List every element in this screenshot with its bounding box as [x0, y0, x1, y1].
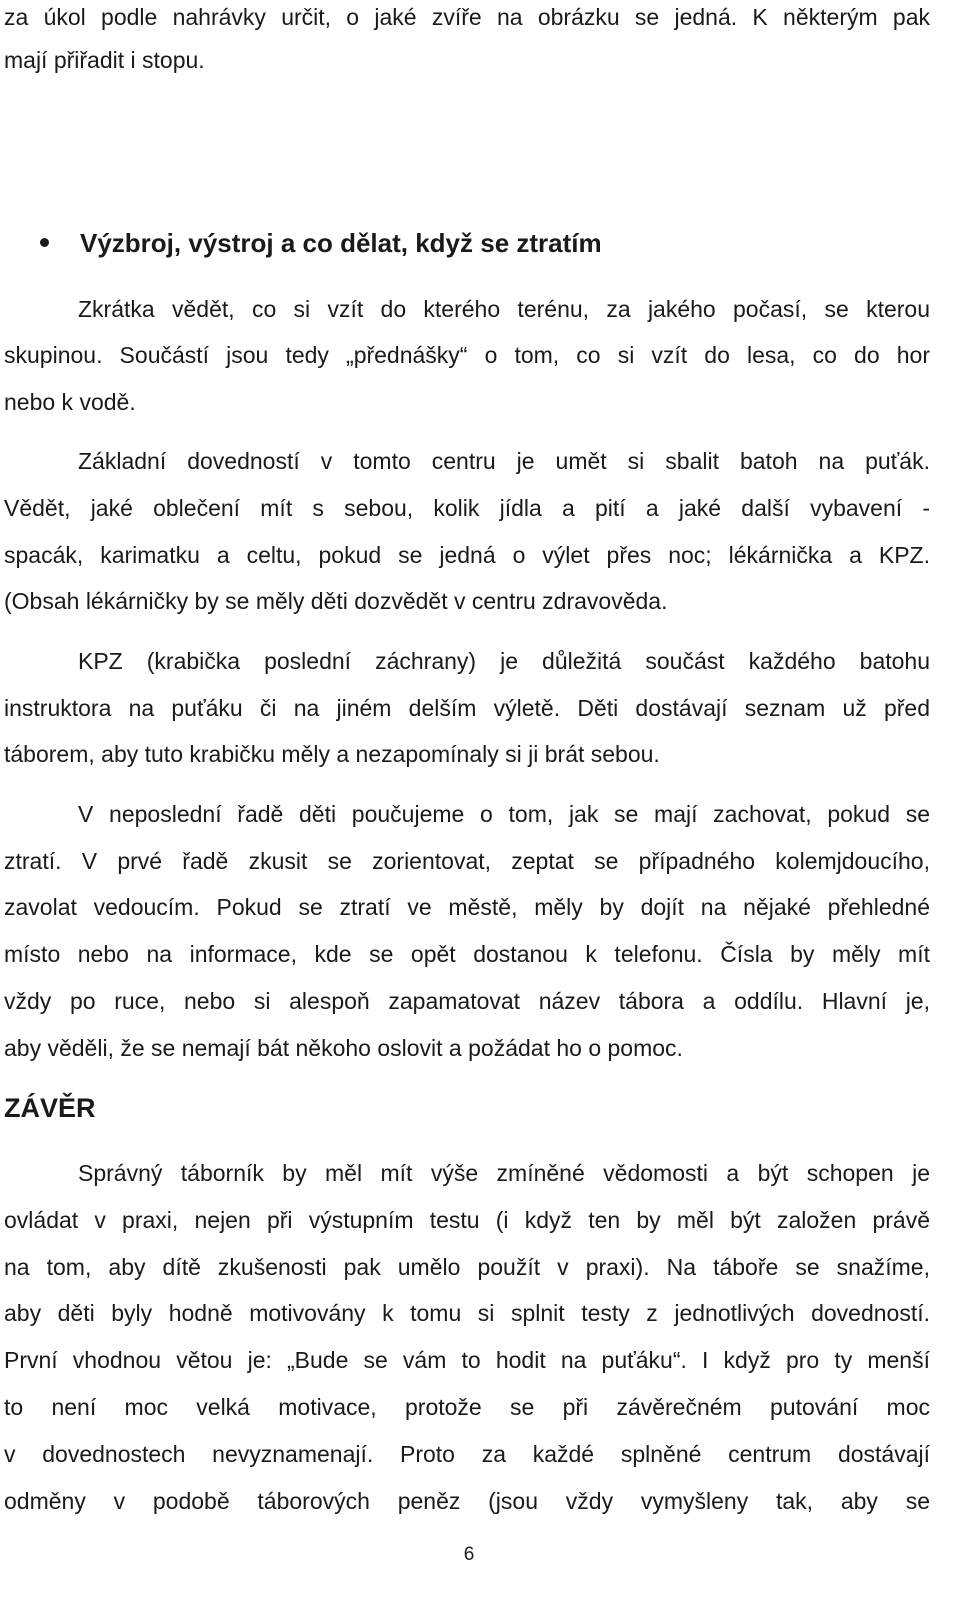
page-number: 6 — [463, 1544, 475, 1565]
paragraph-line: KPZ (krabička poslední záchrany) je důležitá součást každého batohu — [78, 648, 930, 674]
conclusion-line: to není moc velká motivace, protože se při závěrečném putování moc — [4, 1394, 930, 1420]
paragraph-line: spacák, karimatku a celtu, pokud se jedná o výlet přes noc; lékárnička a KPZ. — [4, 542, 930, 568]
paragraph-line: místo nebo na informace, kde se opět dostanou k telefonu. Čísla by měly mít — [4, 941, 930, 967]
conclusion-line: odměny v podobě táborových peněz (jsou vždy vymyšleny tak, aby se — [4, 1488, 930, 1514]
bullet-heading — [40, 226, 602, 260]
conclusion-line: na tom, aby dítě zkušenosti pak umělo použít v praxi). Na táboře se snažíme, — [4, 1254, 930, 1280]
paragraph-line: zavolat vedoucím. Pokud se ztratí ve městě, měly by dojít na nějaké přehledné — [4, 894, 930, 920]
paragraph-line: instruktora na puťáku či na jiném delším výletě. Děti dostávají seznam už před — [4, 695, 930, 721]
intro-line: za úkol podle nahrávky určit, o jaké zvíře na obrázku se jedná. K některým pak — [4, 4, 930, 30]
paragraph-line: táborem, aby tuto krabičku měly a nezapomínaly si ji brát sebou. — [4, 741, 660, 767]
conclusion-line: První vhodnou větou je: „Bude se vám to hodit na puťáku“. I když pro ty menší — [4, 1347, 930, 1373]
paragraph-line: ztratí. V prvé řadě zkusit se zorientovat, zeptat se případného kolemjdoucího, — [4, 848, 930, 874]
bullet-heading-text: Výzbroj, výstroj a co dělat, když se ztratím — [80, 228, 602, 258]
paragraph-line: V neposlední řadě děti poučujeme o tom, jak se mají zachovat, pokud se — [78, 801, 930, 827]
paragraph-line: Vědět, jaké oblečení mít s sebou, kolik jídla a pití a jaké další vybavení - — [4, 495, 930, 521]
paragraph-line: nebo k vodě. — [4, 389, 136, 415]
paragraph-line: Zkrátka vědět, co si vzít do kterého terénu, za jakého počasí, se kterou — [78, 296, 930, 322]
conclusion-line: Správný táborník by měl mít výše zmíněné vědomosti a být schopen je — [78, 1160, 930, 1186]
paragraph-line: (Obsah lékárničky by se měly děti dozvědět v centru zdravověda. — [4, 588, 668, 614]
conclusion-line: v dovednostech nevyznamenají. Proto za každé splněné centrum dostávají — [4, 1441, 930, 1467]
paragraph-line: skupinou. Součástí jsou tedy „přednášky“ o tom, co si vzít do lesa, co do hor — [4, 342, 930, 368]
bullet-dot-icon — [40, 238, 49, 247]
conclusion-line: aby děti byly hodně motivovány k tomu si splnit testy z jednotlivých dovedností. — [4, 1300, 930, 1326]
paragraph-line: aby věděli, že se nemají bát někoho oslovit a požádat ho o pomoc. — [4, 1035, 683, 1061]
paragraph-line: Základní dovedností v tomto centru je umět si sbalit batoh na puťák. — [78, 448, 930, 474]
conclusion-line: ovládat v praxi, nejen při výstupním testu (i když ten by měl být založen právě — [4, 1207, 930, 1233]
section-heading: ZÁVĚR — [4, 1093, 96, 1123]
intro-line: mají přiřadit i stopu. — [4, 47, 205, 73]
paragraph-line: vždy po ruce, nebo si alespoň zapamatovat název tábora a oddílu. Hlavní je, — [4, 988, 930, 1014]
